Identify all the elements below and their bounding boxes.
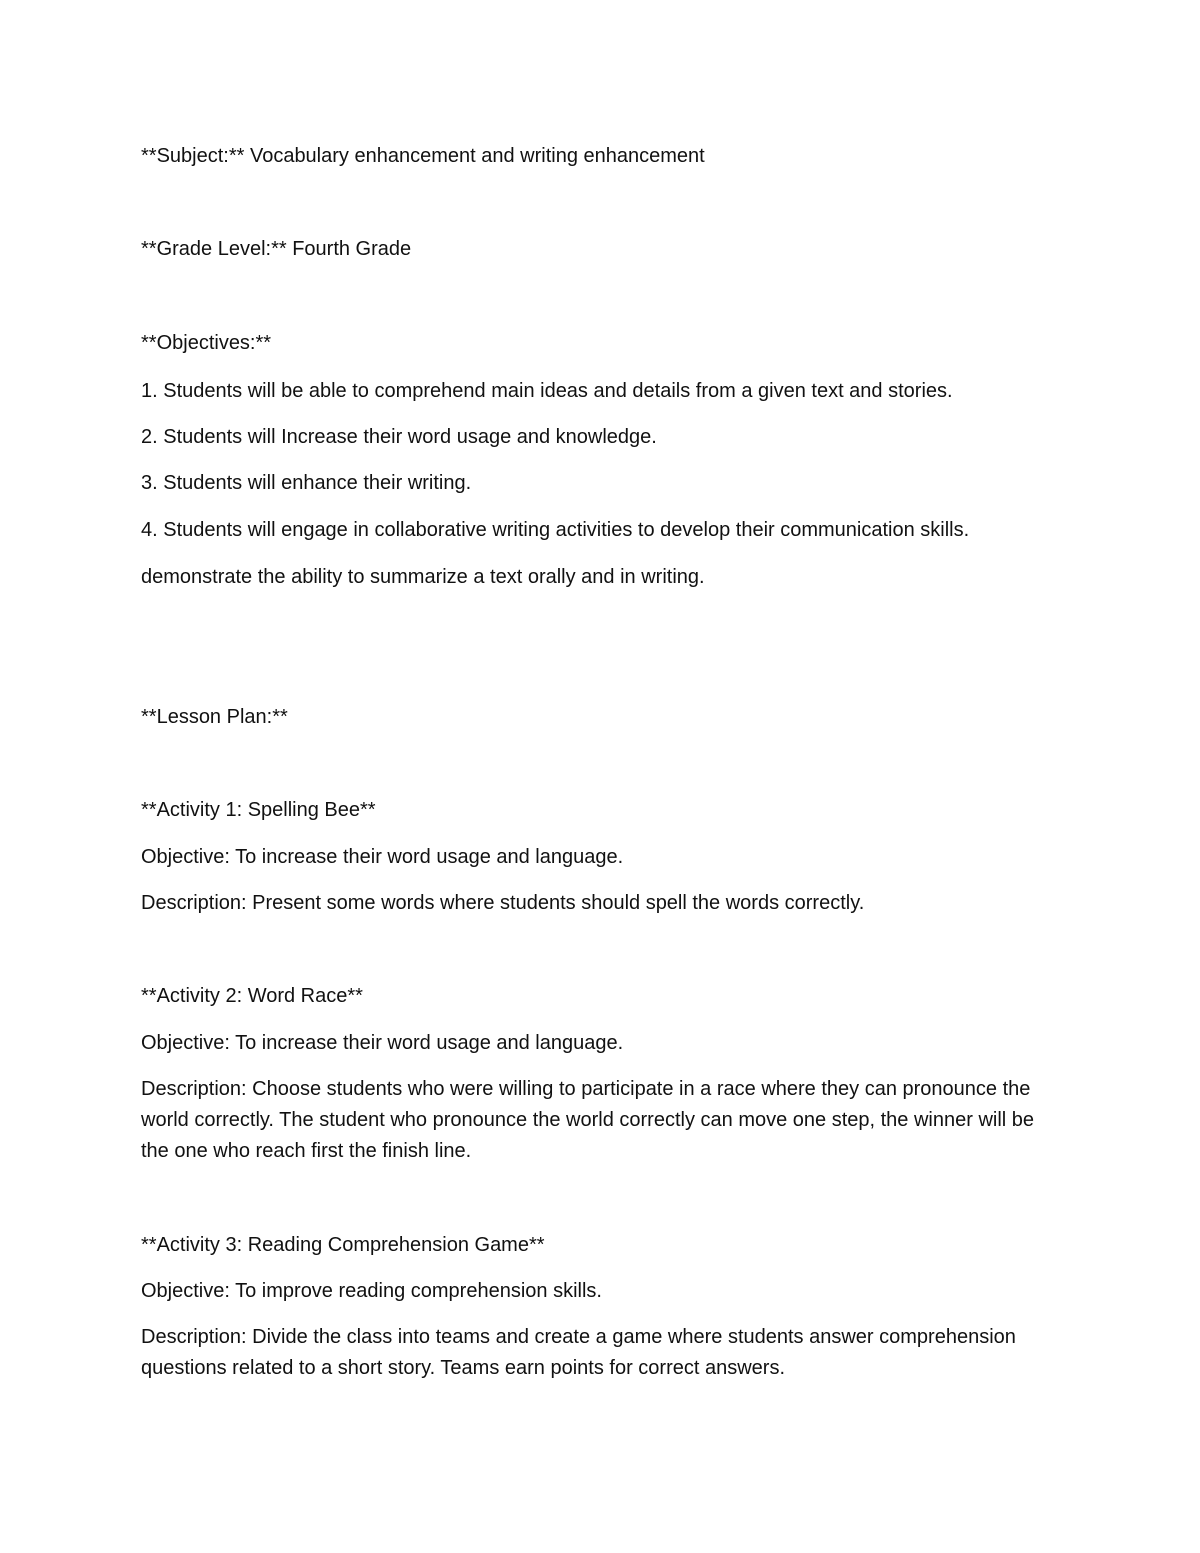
activity-3-heading: **Activity 3: Reading Comprehension Game**: [141, 1234, 545, 1256]
subject-line: **Subject:** Vocabulary enhancement and writing enhancement: [141, 145, 705, 167]
objective-item-5: demonstrate the ability to summarize a text orally and in writing.: [141, 566, 705, 588]
activity-3-description: Description: Divide the class into teams and create a game where students answer comprehension questions related to a short story. Teams earn points for correct answers.: [141, 1326, 1016, 1379]
objective-item-2: 2. Students will Increase their word usage and knowledge.: [141, 426, 657, 448]
grade-level-line: **Grade Level:** Fourth Grade: [141, 238, 412, 260]
lesson-plan-heading: **Lesson Plan:**: [141, 706, 288, 728]
objectives-heading: **Objectives:**: [141, 332, 272, 354]
activity-1-description: Description: Present some words where students should spell the words correctly.: [141, 892, 865, 914]
objective-item-4: 4. Students will engage in collaborative writing activities to develop their communication skills.: [141, 519, 970, 541]
objective-item-1: 1. Students will be able to comprehend main ideas and details from a given text and stories.: [141, 380, 953, 402]
activity-1-heading: **Activity 1: Spelling Bee**: [141, 799, 376, 821]
activity-1-objective: Objective: To increase their word usage and language.: [141, 846, 624, 868]
activity-2-objective: Objective: To increase their word usage and language.: [141, 1032, 624, 1054]
activity-2-description: Description: Choose students who were willing to participate in a race where they can pronounce the world correctly. The student who pronounce the world correctly can move one step, the winner will be the one who reach first the finish line.: [141, 1078, 1035, 1162]
objective-item-3: 3. Students will enhance their writing.: [141, 472, 472, 494]
activity-3-objective: Objective: To improve reading comprehension skills.: [141, 1280, 602, 1302]
activity-2-heading: **Activity 2: Word Race**: [141, 985, 363, 1007]
